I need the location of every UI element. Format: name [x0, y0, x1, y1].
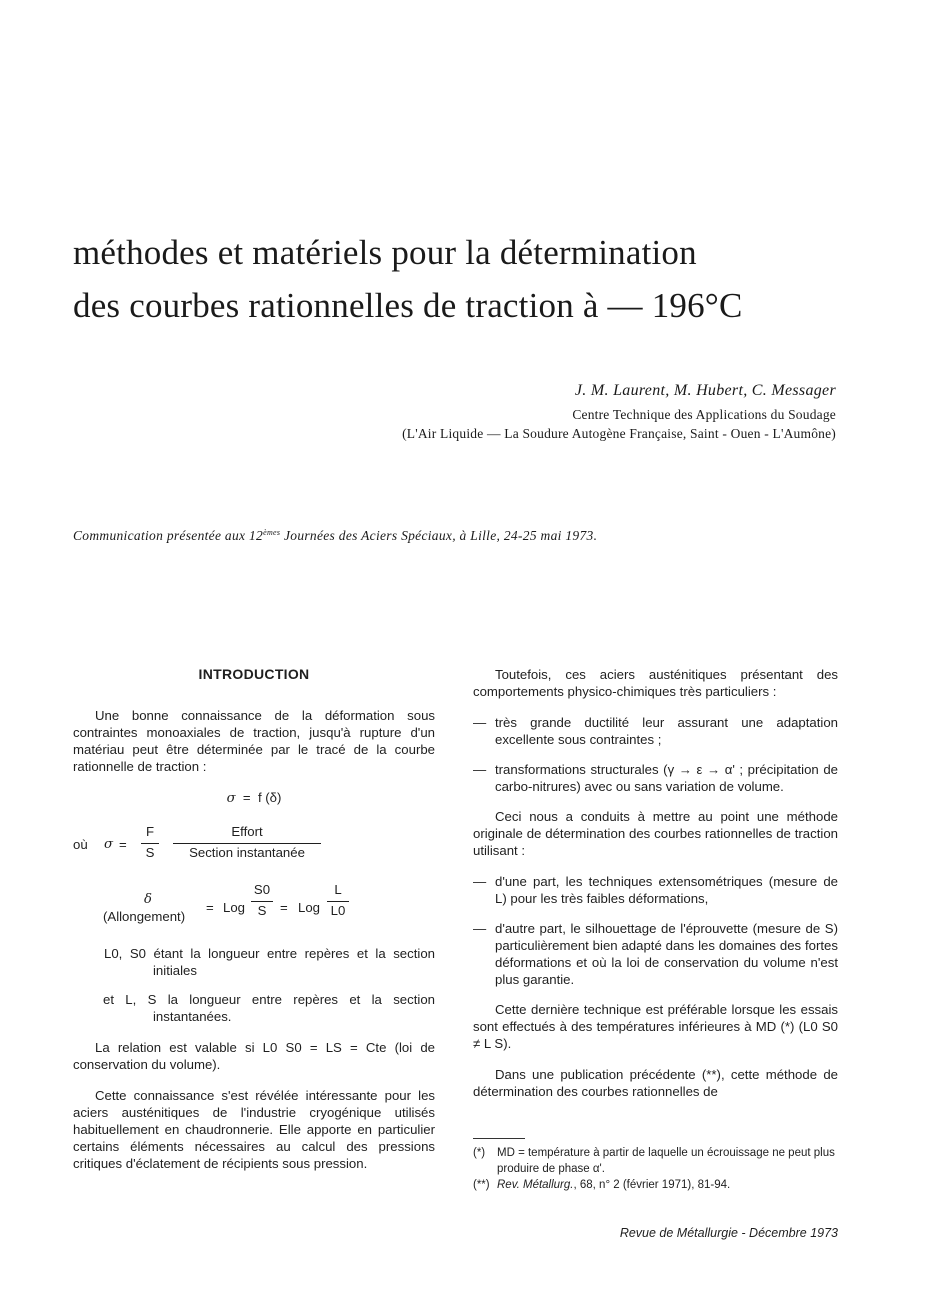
right-paragraph-3: Cette dernière technique est préférable lorsque les essais sont effectués à des températures inférieures à MD (*) (L0 S0 ≠ L S). — [473, 1002, 838, 1051]
article-title — [73, 226, 873, 332]
communication-before: Communication présentée aux 12 — [73, 528, 264, 543]
right-paragraph-1: Toutefois, ces aciers austénitiques présentant des comportements physico-chimiques très particuliers : — [473, 667, 838, 699]
right-paragraph-2: Ceci nous a conduits à mettre au point une méthode originale de détermination des courbes rationnelles de traction utilisant : — [473, 809, 838, 858]
affiliation-center: Centre Technique des Applications du Soudage — [572, 407, 836, 422]
title-line-1: méthodes et matériels pour la détermination — [73, 233, 697, 272]
list-item — [473, 761, 838, 795]
formula-delta-definition — [73, 881, 435, 935]
log-label: Log — [298, 900, 321, 915]
delta-label: (Allongement) — [103, 909, 186, 924]
delta-symbol: δ — [144, 892, 152, 907]
footnotes — [473, 1138, 841, 1193]
dash-marker: — — [473, 921, 487, 936]
fraction-f-over-s — [141, 823, 159, 861]
title-line-2: des courbes rationnelles de traction à — 196°C — [73, 286, 743, 325]
list-item — [473, 920, 838, 988]
page-footer: Revue de Métallurgie - Décembre 1973 — [619, 1226, 838, 1240]
f-delta: f (δ) — [257, 790, 282, 805]
section-heading: INTRODUCTION — [198, 666, 310, 682]
communication-note — [73, 528, 597, 544]
numerator-s0: S0 — [253, 882, 271, 897]
denominator-s: S — [141, 843, 159, 861]
list-item — [473, 714, 838, 748]
footnote-mark: (*) — [473, 1147, 486, 1159]
communication-after: Journées des Aciers Spéciaux, à Lille, 24-25 mai 1973. — [280, 528, 598, 543]
equals-sign: = — [280, 900, 288, 915]
dash-marker: — — [473, 762, 487, 777]
sigma-symbol: σ — [226, 791, 236, 806]
formula-prefix: où — [73, 837, 88, 852]
formula-sigma-f-delta — [73, 789, 435, 807]
dash-marker: — — [473, 715, 487, 730]
list-item-text: très grande ductilité leur assurant une adaptation excellente sous contraintes ; — [495, 715, 838, 747]
list-item-text: transformations structurales (γ → ε → α' ; précipitation de carbo-nitrures) avec ou sans variation de volume. — [495, 762, 838, 794]
fraction-effort-over-section — [173, 823, 321, 861]
communication-superscript: èmes — [263, 528, 281, 537]
denominator-s: S — [251, 901, 273, 919]
definition-instant: et L, S la longueur entre repères et la section instantanées. — [103, 992, 435, 1024]
author-block — [402, 380, 836, 443]
right-column — [473, 666, 838, 1114]
intro-paragraph-1: Une bonne connaissance de la déformation sous contraintes monoaxiales de traction, jusqu'à rupture d'un matériau peut être déterminée par le tracé de la courbe rationnelle de traction : — [73, 708, 435, 774]
footnote-text: , 68, n° 2 (février 1971), 81-94. — [573, 1179, 731, 1191]
footnote-mark: (**) — [473, 1179, 490, 1191]
fraction-s0-over-s — [251, 881, 273, 919]
equals-sign: = — [119, 837, 127, 852]
fraction-l-over-l0 — [327, 881, 349, 919]
footnote-1 — [473, 1145, 841, 1177]
denominator-section: Section instantanée — [173, 843, 321, 861]
numerator-effort: Effort — [231, 824, 263, 839]
equals-sign: = — [242, 790, 251, 805]
log-label: Log — [223, 900, 246, 915]
numerator-l: L — [334, 882, 342, 897]
left-column — [73, 666, 435, 1186]
list-item — [473, 873, 838, 907]
affiliation-company: (L'Air Liquide — La Soudure Autogène Française, Saint - Ouen - L'Aumône) — [402, 426, 836, 441]
definition-initial: L0, S0 étant la longueur entre repères et la section initiales — [104, 946, 435, 978]
list-item-text: d'autre part, le silhouettage de l'éprouvette (mesure de S) particulièrement bien adapté dans les domaines des fortes déformations et où la loi de conservation du volume n'est plus garantie. — [495, 921, 838, 987]
intro-paragraph-3: Cette connaissance s'est révélée intéressante pour les aciers austénitiques de l'industrie cryogénique utilisés habituellement en chaudronnerie. Elle apporte en particulier certains éléments nécessaires au calcul des pressions critiques d'éclatement de récipients sous pression. — [73, 1088, 435, 1171]
numerator-f: F — [145, 824, 155, 839]
authors: J. M. Laurent, M. Hubert, C. Messager — [574, 382, 836, 399]
equals-sign: = — [206, 900, 214, 915]
formula-sigma-definition — [73, 823, 435, 871]
footnote-journal: Rev. Métallurg. — [497, 1179, 574, 1191]
list-item-text: d'une part, les techniques extensométriques (mesure de L) pour les très faibles déformations, — [495, 874, 838, 906]
right-paragraph-4: Dans une publication précédente (**), cette méthode de détermination des courbes rationnelles de — [473, 1067, 838, 1099]
footnote-2 — [473, 1177, 841, 1193]
footnote-text: MD = température à partir de laquelle un écrouissage ne peut plus produire de phase α'. — [497, 1147, 835, 1175]
sigma-symbol: σ — [104, 837, 114, 852]
denominator-l0: L0 — [327, 901, 349, 919]
dash-marker: — — [473, 874, 487, 889]
intro-paragraph-2: La relation est valable si L0 S0 = LS = Cte (loi de conservation du volume). — [73, 1040, 435, 1072]
footnote-divider — [473, 1138, 525, 1139]
